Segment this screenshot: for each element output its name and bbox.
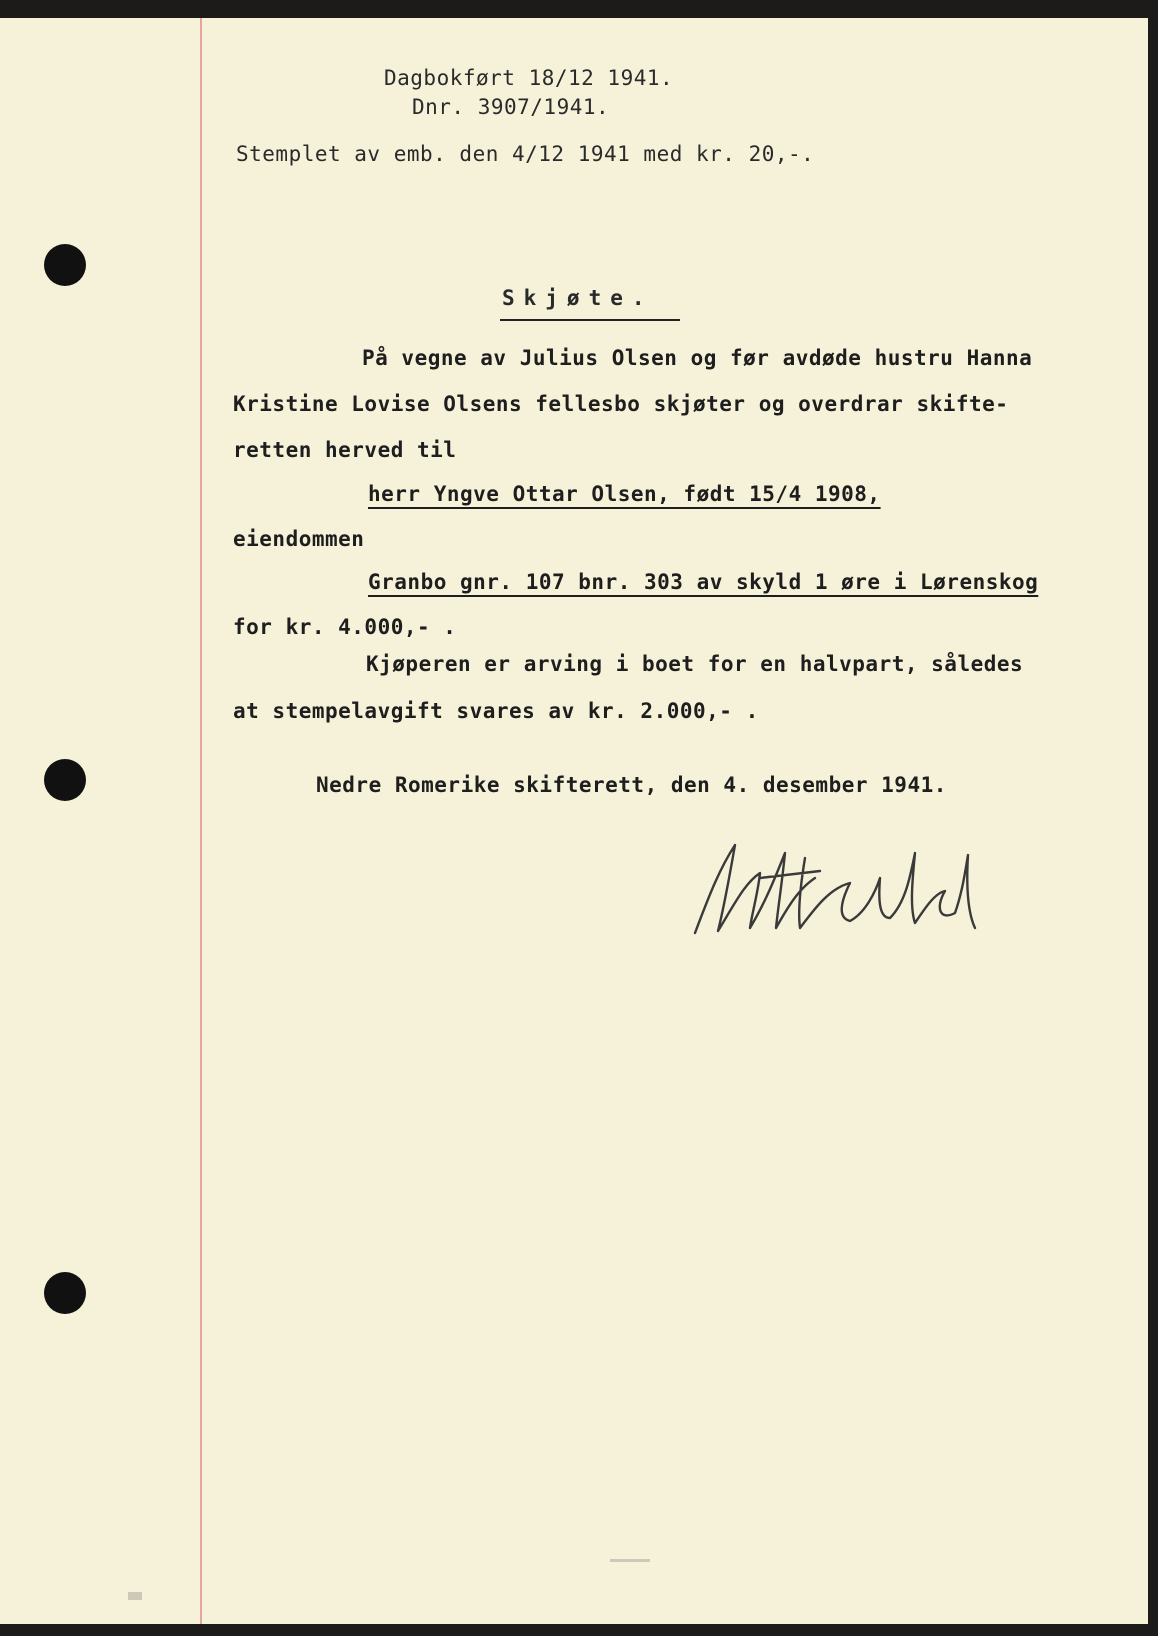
- corner-mark: [128, 1592, 142, 1600]
- body-line-6: at stempelavgift svares av kr. 2.000,- .: [233, 699, 759, 723]
- document-page: [0, 18, 1148, 1624]
- journal-number: Dnr. 3907/1941.: [412, 95, 610, 119]
- body-line-5: Kjøperen er arving i boet for en halvpart, således: [366, 652, 1024, 676]
- place-date-line: Nedre Romerike skifterett, den 4. desember 1941.: [316, 773, 947, 797]
- registration-line: Dagbokført 18/12 1941.: [384, 66, 674, 90]
- body-line-3: retten herved til: [233, 438, 457, 462]
- title-underline: [500, 319, 680, 321]
- stamp-note: Stemplet av emb. den 4/12 1941 med kr. 20,-.: [236, 142, 815, 166]
- body-line-2: Kristine Lovise Olsens fellesbo skjøter og overdrar skifte-: [233, 392, 1009, 416]
- price-line: for kr. 4.000,- .: [233, 615, 457, 639]
- document-title: Skjøte.: [502, 286, 654, 310]
- property-line: Granbo gnr. 107 bnr. 303 av skyld 1 øre i Lørenskog: [368, 570, 1039, 594]
- body-line-1: På vegne av Julius Olsen og før avdøde hustru Hanna: [362, 346, 1033, 370]
- handwritten-signature: [690, 833, 990, 943]
- body-line-4: eiendommen: [233, 527, 365, 551]
- buyer-line: herr Yngve Ottar Olsen, født 15/4 1908,: [368, 482, 881, 506]
- punch-hole-top: [44, 244, 86, 286]
- ink-smudge: [610, 1559, 650, 1562]
- margin-rule: [200, 18, 202, 1624]
- punch-hole-middle: [44, 759, 86, 801]
- punch-hole-bottom: [44, 1272, 86, 1314]
